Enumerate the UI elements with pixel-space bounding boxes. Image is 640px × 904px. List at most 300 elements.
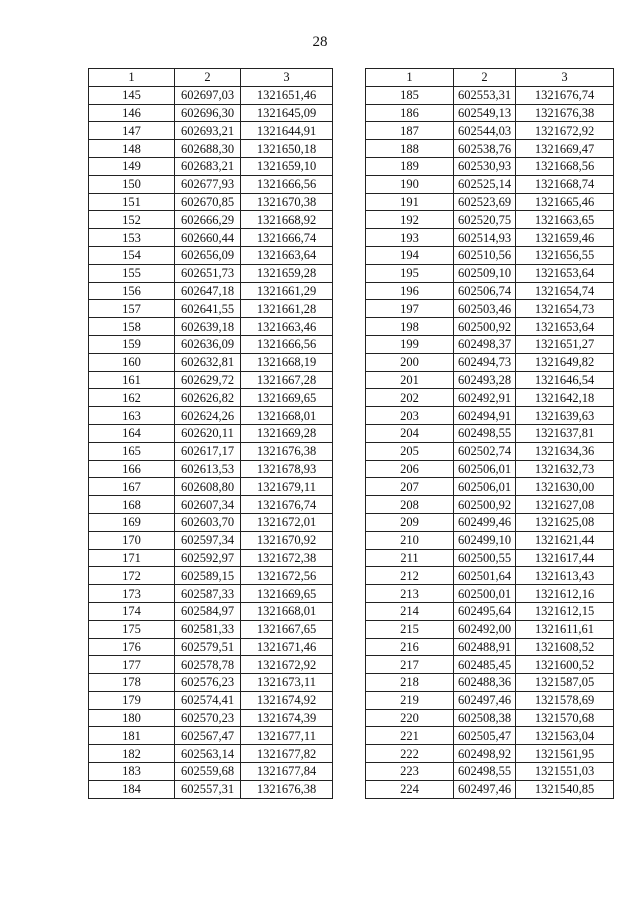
y-coordinate-cell: 1321668,19 [241, 353, 333, 371]
point-number-cell: 209 [366, 513, 454, 531]
table-row [366, 442, 614, 460]
table-row [89, 620, 333, 638]
x-coordinate-cell: 602514,93 [454, 229, 516, 247]
y-coordinate-cell: 1321669,47 [516, 140, 614, 158]
x-coordinate-cell: 602660,44 [175, 229, 241, 247]
x-coordinate-cell: 602505,47 [454, 727, 516, 745]
x-coordinate-cell: 602641,55 [175, 300, 241, 318]
y-coordinate-cell: 1321677,82 [241, 745, 333, 763]
y-coordinate-cell: 1321669,28 [241, 424, 333, 442]
table-row [89, 264, 333, 282]
table-row [89, 727, 333, 745]
table-row [366, 86, 614, 104]
point-number-cell: 216 [366, 638, 454, 656]
x-coordinate-cell: 602563,14 [175, 745, 241, 763]
point-number-cell: 189 [366, 157, 454, 175]
point-number-cell: 191 [366, 193, 454, 211]
point-number-cell: 181 [89, 727, 175, 745]
x-coordinate-cell: 602584,97 [175, 602, 241, 620]
x-coordinate-cell: 602500,92 [454, 496, 516, 514]
x-coordinate-cell: 602636,09 [175, 335, 241, 353]
point-number-cell: 184 [89, 780, 175, 798]
y-coordinate-cell: 1321669,65 [241, 389, 333, 407]
table-row [366, 585, 614, 603]
x-coordinate-cell: 602503,46 [454, 300, 516, 318]
x-coordinate-cell: 602677,93 [175, 175, 241, 193]
y-coordinate-cell: 1321676,38 [241, 780, 333, 798]
y-coordinate-cell: 1321649,82 [516, 353, 614, 371]
y-coordinate-cell: 1321677,84 [241, 763, 333, 781]
point-number-cell: 170 [89, 531, 175, 549]
y-coordinate-cell: 1321663,46 [241, 318, 333, 336]
table-row [366, 602, 614, 620]
point-number-cell: 199 [366, 335, 454, 353]
point-number-cell: 152 [89, 211, 175, 229]
table-row [89, 780, 333, 798]
point-number-cell: 183 [89, 763, 175, 781]
point-number-cell: 219 [366, 691, 454, 709]
y-coordinate-cell: 1321659,10 [241, 157, 333, 175]
point-number-cell: 218 [366, 674, 454, 692]
y-coordinate-cell: 1321674,39 [241, 709, 333, 727]
point-number-cell: 190 [366, 175, 454, 193]
y-coordinate-cell: 1321654,73 [516, 300, 614, 318]
point-number-cell: 222 [366, 745, 454, 763]
x-coordinate-cell: 602696,30 [175, 104, 241, 122]
table-row [89, 763, 333, 781]
column-header-y: 3 [241, 69, 333, 87]
y-coordinate-cell: 1321639,63 [516, 407, 614, 425]
y-coordinate-cell: 1321651,46 [241, 86, 333, 104]
x-coordinate-cell: 602506,01 [454, 478, 516, 496]
point-number-cell: 156 [89, 282, 175, 300]
table-row [89, 211, 333, 229]
x-coordinate-cell: 602498,37 [454, 335, 516, 353]
y-coordinate-cell: 1321671,46 [241, 638, 333, 656]
x-coordinate-cell: 602538,76 [454, 140, 516, 158]
x-coordinate-cell: 602509,10 [454, 264, 516, 282]
point-number-cell: 153 [89, 229, 175, 247]
table-body-left [89, 86, 333, 798]
column-header-x: 2 [454, 69, 516, 87]
x-coordinate-cell: 602525,14 [454, 175, 516, 193]
x-coordinate-cell: 602494,91 [454, 407, 516, 425]
x-coordinate-cell: 602494,73 [454, 353, 516, 371]
point-number-cell: 188 [366, 140, 454, 158]
table-row [89, 104, 333, 122]
y-coordinate-cell: 1321621,44 [516, 531, 614, 549]
y-coordinate-cell: 1321608,52 [516, 638, 614, 656]
point-number-cell: 150 [89, 175, 175, 193]
y-coordinate-cell: 1321666,74 [241, 229, 333, 247]
x-coordinate-cell: 602492,91 [454, 389, 516, 407]
y-coordinate-cell: 1321612,15 [516, 602, 614, 620]
point-number-cell: 196 [366, 282, 454, 300]
table-row [89, 407, 333, 425]
table-row [366, 264, 614, 282]
table-row [366, 389, 614, 407]
point-number-cell: 203 [366, 407, 454, 425]
table-row [366, 549, 614, 567]
x-coordinate-cell: 602570,23 [175, 709, 241, 727]
coordinates-table-right [365, 68, 614, 799]
x-coordinate-cell: 602485,45 [454, 656, 516, 674]
x-coordinate-cell: 602639,18 [175, 318, 241, 336]
point-number-cell: 206 [366, 460, 454, 478]
x-coordinate-cell: 602656,09 [175, 246, 241, 264]
y-coordinate-cell: 1321632,73 [516, 460, 614, 478]
point-number-cell: 173 [89, 585, 175, 603]
table-row [366, 407, 614, 425]
table-row [366, 727, 614, 745]
table-row [366, 300, 614, 318]
table-row [366, 246, 614, 264]
x-coordinate-cell: 602497,46 [454, 691, 516, 709]
y-coordinate-cell: 1321637,81 [516, 424, 614, 442]
y-coordinate-cell: 1321668,01 [241, 407, 333, 425]
point-number-cell: 205 [366, 442, 454, 460]
y-coordinate-cell: 1321676,74 [516, 86, 614, 104]
x-coordinate-cell: 602607,34 [175, 496, 241, 514]
y-coordinate-cell: 1321587,05 [516, 674, 614, 692]
coordinates-table-left [88, 68, 333, 799]
point-number-cell: 146 [89, 104, 175, 122]
y-coordinate-cell: 1321668,92 [241, 211, 333, 229]
x-coordinate-cell: 602498,92 [454, 745, 516, 763]
x-coordinate-cell: 602498,55 [454, 424, 516, 442]
y-coordinate-cell: 1321673,11 [241, 674, 333, 692]
x-coordinate-cell: 602502,74 [454, 442, 516, 460]
y-coordinate-cell: 1321551,03 [516, 763, 614, 781]
y-coordinate-cell: 1321646,54 [516, 371, 614, 389]
y-coordinate-cell: 1321663,65 [516, 211, 614, 229]
table-row [89, 318, 333, 336]
table-row [89, 424, 333, 442]
x-coordinate-cell: 602597,34 [175, 531, 241, 549]
point-number-cell: 182 [89, 745, 175, 763]
y-coordinate-cell: 1321676,74 [241, 496, 333, 514]
table-row [89, 282, 333, 300]
table-row [366, 318, 614, 336]
x-coordinate-cell: 602574,41 [175, 691, 241, 709]
y-coordinate-cell: 1321651,27 [516, 335, 614, 353]
table-row [89, 513, 333, 531]
x-coordinate-cell: 602629,72 [175, 371, 241, 389]
table-row [89, 745, 333, 763]
x-coordinate-cell: 602647,18 [175, 282, 241, 300]
table-row [89, 86, 333, 104]
table-row [366, 496, 614, 514]
point-number-cell: 202 [366, 389, 454, 407]
x-coordinate-cell: 602617,17 [175, 442, 241, 460]
y-coordinate-cell: 1321670,38 [241, 193, 333, 211]
y-coordinate-cell: 1321578,69 [516, 691, 614, 709]
x-coordinate-cell: 602495,64 [454, 602, 516, 620]
table-row [366, 674, 614, 692]
x-coordinate-cell: 602581,33 [175, 620, 241, 638]
y-coordinate-cell: 1321613,43 [516, 567, 614, 585]
y-coordinate-cell: 1321666,56 [241, 335, 333, 353]
point-number-cell: 204 [366, 424, 454, 442]
point-number-cell: 180 [89, 709, 175, 727]
table-row [366, 460, 614, 478]
x-coordinate-cell: 602578,78 [175, 656, 241, 674]
y-coordinate-cell: 1321617,44 [516, 549, 614, 567]
y-coordinate-cell: 1321666,56 [241, 175, 333, 193]
point-number-cell: 223 [366, 763, 454, 781]
table-row [89, 371, 333, 389]
x-coordinate-cell: 602499,10 [454, 531, 516, 549]
x-coordinate-cell: 602500,92 [454, 318, 516, 336]
x-coordinate-cell: 602666,29 [175, 211, 241, 229]
table-row [366, 424, 614, 442]
table-row [366, 353, 614, 371]
y-coordinate-cell: 1321661,29 [241, 282, 333, 300]
point-number-cell: 176 [89, 638, 175, 656]
point-number-cell: 147 [89, 122, 175, 140]
x-coordinate-cell: 602520,75 [454, 211, 516, 229]
point-number-cell: 169 [89, 513, 175, 531]
x-coordinate-cell: 602501,64 [454, 567, 516, 585]
point-number-cell: 155 [89, 264, 175, 282]
x-coordinate-cell: 602497,46 [454, 780, 516, 798]
y-coordinate-cell: 1321670,92 [241, 531, 333, 549]
y-coordinate-cell: 1321667,65 [241, 620, 333, 638]
y-coordinate-cell: 1321611,61 [516, 620, 614, 638]
point-number-cell: 154 [89, 246, 175, 264]
point-number-cell: 214 [366, 602, 454, 620]
y-coordinate-cell: 1321659,28 [241, 264, 333, 282]
column-header-x: 2 [175, 69, 241, 87]
point-number-cell: 201 [366, 371, 454, 389]
x-coordinate-cell: 602697,03 [175, 86, 241, 104]
point-number-cell: 160 [89, 353, 175, 371]
point-number-cell: 207 [366, 478, 454, 496]
point-number-cell: 179 [89, 691, 175, 709]
y-coordinate-cell: 1321672,01 [241, 513, 333, 531]
x-coordinate-cell: 602651,73 [175, 264, 241, 282]
point-number-cell: 210 [366, 531, 454, 549]
x-coordinate-cell: 602500,01 [454, 585, 516, 603]
table-row [366, 638, 614, 656]
y-coordinate-cell: 1321653,64 [516, 318, 614, 336]
point-number-cell: 194 [366, 246, 454, 264]
x-coordinate-cell: 602488,91 [454, 638, 516, 656]
point-number-cell: 157 [89, 300, 175, 318]
x-coordinate-cell: 602603,70 [175, 513, 241, 531]
y-coordinate-cell: 1321650,18 [241, 140, 333, 158]
y-coordinate-cell: 1321625,08 [516, 513, 614, 531]
point-number-cell: 171 [89, 549, 175, 567]
y-coordinate-cell: 1321570,68 [516, 709, 614, 727]
x-coordinate-cell: 602499,46 [454, 513, 516, 531]
table-row [366, 140, 614, 158]
table-header-row [366, 69, 614, 87]
y-coordinate-cell: 1321659,46 [516, 229, 614, 247]
y-coordinate-cell: 1321677,11 [241, 727, 333, 745]
table-row [89, 549, 333, 567]
table-row [89, 656, 333, 674]
y-coordinate-cell: 1321627,08 [516, 496, 614, 514]
table-row [366, 620, 614, 638]
table-header-row [89, 69, 333, 87]
table-row [366, 229, 614, 247]
point-number-cell: 162 [89, 389, 175, 407]
table-row [89, 175, 333, 193]
x-coordinate-cell: 602530,93 [454, 157, 516, 175]
y-coordinate-cell: 1321679,11 [241, 478, 333, 496]
point-number-cell: 211 [366, 549, 454, 567]
y-coordinate-cell: 1321642,18 [516, 389, 614, 407]
table-row [89, 193, 333, 211]
table-row [366, 567, 614, 585]
point-number-cell: 198 [366, 318, 454, 336]
point-number-cell: 164 [89, 424, 175, 442]
x-coordinate-cell: 602632,81 [175, 353, 241, 371]
point-number-cell: 145 [89, 86, 175, 104]
table-row [366, 335, 614, 353]
table-row [366, 282, 614, 300]
y-coordinate-cell: 1321630,00 [516, 478, 614, 496]
point-number-cell: 149 [89, 157, 175, 175]
x-coordinate-cell: 602508,38 [454, 709, 516, 727]
point-number-cell: 167 [89, 478, 175, 496]
point-number-cell: 212 [366, 567, 454, 585]
x-coordinate-cell: 602589,15 [175, 567, 241, 585]
point-number-cell: 186 [366, 104, 454, 122]
point-number-cell: 158 [89, 318, 175, 336]
table-row [366, 371, 614, 389]
table-row [89, 674, 333, 692]
y-coordinate-cell: 1321661,28 [241, 300, 333, 318]
y-coordinate-cell: 1321653,64 [516, 264, 614, 282]
x-coordinate-cell: 602500,55 [454, 549, 516, 567]
table-row [89, 229, 333, 247]
point-number-cell: 208 [366, 496, 454, 514]
table-row [89, 709, 333, 727]
x-coordinate-cell: 602576,23 [175, 674, 241, 692]
y-coordinate-cell: 1321644,91 [241, 122, 333, 140]
table-body-right [366, 86, 614, 798]
x-coordinate-cell: 602620,11 [175, 424, 241, 442]
table-row [89, 157, 333, 175]
point-number-cell: 177 [89, 656, 175, 674]
table-row [366, 656, 614, 674]
table-row [89, 567, 333, 585]
table-row [366, 104, 614, 122]
y-coordinate-cell: 1321674,92 [241, 691, 333, 709]
point-number-cell: 161 [89, 371, 175, 389]
table-row [89, 122, 333, 140]
table-row [366, 478, 614, 496]
point-number-cell: 175 [89, 620, 175, 638]
y-coordinate-cell: 1321672,92 [516, 122, 614, 140]
x-coordinate-cell: 602559,68 [175, 763, 241, 781]
x-coordinate-cell: 602549,13 [454, 104, 516, 122]
table-row [89, 478, 333, 496]
x-coordinate-cell: 602592,97 [175, 549, 241, 567]
table-row [89, 460, 333, 478]
point-number-cell: 148 [89, 140, 175, 158]
x-coordinate-cell: 602498,55 [454, 763, 516, 781]
y-coordinate-cell: 1321667,28 [241, 371, 333, 389]
point-number-cell: 217 [366, 656, 454, 674]
y-coordinate-cell: 1321672,38 [241, 549, 333, 567]
y-coordinate-cell: 1321676,38 [516, 104, 614, 122]
table-row [89, 335, 333, 353]
y-coordinate-cell: 1321663,64 [241, 246, 333, 264]
point-number-cell: 166 [89, 460, 175, 478]
point-number-cell: 200 [366, 353, 454, 371]
table-row [89, 531, 333, 549]
y-coordinate-cell: 1321634,36 [516, 442, 614, 460]
column-header-number: 1 [89, 69, 175, 87]
column-header-number: 1 [366, 69, 454, 87]
table-row [89, 300, 333, 318]
y-coordinate-cell: 1321540,85 [516, 780, 614, 798]
page-number: 28 [312, 34, 328, 50]
column-header-y: 3 [516, 69, 614, 87]
x-coordinate-cell: 602683,21 [175, 157, 241, 175]
x-coordinate-cell: 602544,03 [454, 122, 516, 140]
y-coordinate-cell: 1321665,46 [516, 193, 614, 211]
table-row [89, 585, 333, 603]
table-row [366, 175, 614, 193]
y-coordinate-cell: 1321676,38 [241, 442, 333, 460]
x-coordinate-cell: 602493,28 [454, 371, 516, 389]
table-row [366, 780, 614, 798]
y-coordinate-cell: 1321612,16 [516, 585, 614, 603]
x-coordinate-cell: 602579,51 [175, 638, 241, 656]
x-coordinate-cell: 602492,00 [454, 620, 516, 638]
table-row [366, 531, 614, 549]
y-coordinate-cell: 1321672,56 [241, 567, 333, 585]
x-coordinate-cell: 602506,01 [454, 460, 516, 478]
table-row [366, 211, 614, 229]
point-number-cell: 172 [89, 567, 175, 585]
table-row [366, 193, 614, 211]
table-row [366, 709, 614, 727]
table-row [366, 745, 614, 763]
point-number-cell: 165 [89, 442, 175, 460]
point-number-cell: 193 [366, 229, 454, 247]
x-coordinate-cell: 602587,33 [175, 585, 241, 603]
point-number-cell: 224 [366, 780, 454, 798]
point-number-cell: 187 [366, 122, 454, 140]
y-coordinate-cell: 1321654,74 [516, 282, 614, 300]
x-coordinate-cell: 602613,53 [175, 460, 241, 478]
table-row [89, 246, 333, 264]
table-row [89, 442, 333, 460]
x-coordinate-cell: 602693,21 [175, 122, 241, 140]
point-number-cell: 178 [89, 674, 175, 692]
point-number-cell: 215 [366, 620, 454, 638]
table-row [366, 157, 614, 175]
y-coordinate-cell: 1321669,65 [241, 585, 333, 603]
x-coordinate-cell: 602688,30 [175, 140, 241, 158]
point-number-cell: 185 [366, 86, 454, 104]
point-number-cell: 220 [366, 709, 454, 727]
x-coordinate-cell: 602608,80 [175, 478, 241, 496]
y-coordinate-cell: 1321668,01 [241, 602, 333, 620]
y-coordinate-cell: 1321561,95 [516, 745, 614, 763]
table-row [89, 140, 333, 158]
point-number-cell: 221 [366, 727, 454, 745]
y-coordinate-cell: 1321678,93 [241, 460, 333, 478]
table-row [89, 602, 333, 620]
y-coordinate-cell: 1321645,09 [241, 104, 333, 122]
x-coordinate-cell: 602670,85 [175, 193, 241, 211]
